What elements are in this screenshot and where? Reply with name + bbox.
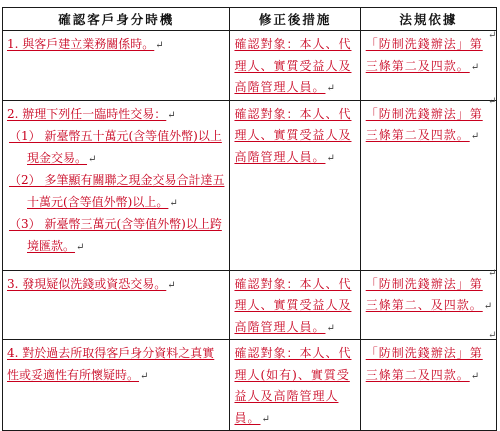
paragraph-mark-icon: ↵ bbox=[326, 152, 336, 164]
paragraph-mark-icon: ↵ bbox=[261, 413, 271, 425]
timing-text: 4. 對於過去所取得客戶身分資料之真實性或妥適性有所懷疑時。 bbox=[7, 346, 215, 382]
cell-end-marker-icon: ↵ bbox=[488, 268, 497, 279]
measure-text: 確認對象：本人、代理人(如有)、實質受益人及高階管理人員。 bbox=[234, 346, 352, 425]
cell-measure bbox=[230, 340, 360, 431]
paragraph-mark-icon: ↵ bbox=[167, 279, 176, 291]
kyc-timing-table bbox=[2, 7, 497, 431]
header-law: 法規依據 bbox=[360, 8, 496, 31]
cell-timing bbox=[3, 31, 230, 101]
table-row bbox=[3, 340, 497, 431]
timing-text: 1. 與客戶建立業務關係時。 bbox=[7, 37, 155, 51]
paragraph-mark-icon: ↵ bbox=[167, 109, 176, 121]
header-measure: 修正後措施 bbox=[230, 8, 360, 31]
timing-subitem: （2） 多筆顯有關聯之現金交易合計達五十萬元(含等值外幣)以上。 bbox=[9, 173, 225, 209]
measure-text: 確認對象：本人、代理人、實質受益人及高階管理人員。 bbox=[234, 37, 352, 94]
cell-measure bbox=[230, 100, 360, 270]
cell-end-marker-icon: ↵ bbox=[488, 330, 497, 341]
cell-timing bbox=[3, 340, 230, 431]
paragraph-mark-icon: ↵ bbox=[470, 131, 481, 142]
paragraph-mark-icon: ↵ bbox=[76, 241, 85, 253]
paragraph-mark-icon: ↵ bbox=[483, 301, 494, 312]
table-row bbox=[3, 31, 497, 101]
law-text: 「防制洗錢辦法」第三條第二及四款。 bbox=[365, 346, 483, 382]
paragraph-mark-icon: ↵ bbox=[88, 153, 97, 165]
cell-law bbox=[360, 270, 496, 340]
paragraph-mark-icon: ↵ bbox=[169, 197, 178, 209]
timing-subitem: （1） 新臺幣五十萬元(含等值外幣)以上現金交易。 bbox=[9, 129, 222, 165]
cell-end-marker-icon: ↵ bbox=[488, 30, 497, 41]
cell-end-marker-icon: ↵ bbox=[488, 96, 497, 107]
cell-law bbox=[360, 31, 496, 101]
paragraph-mark-icon: ↵ bbox=[155, 40, 164, 51]
measure-text: 確認對象：本人、代理人、實質受益人及高階管理人員。 bbox=[234, 276, 352, 334]
paragraph-mark-icon: ↵ bbox=[326, 322, 336, 334]
timing-text: 3. 發現疑似洗錢或資恐交易。 bbox=[7, 276, 167, 291]
law-text: 「防制洗錢辦法」第三條第二及四款。 bbox=[365, 37, 483, 73]
timing-text: 2. 辦理下列任一臨時性交易： bbox=[7, 106, 167, 121]
paragraph-mark-icon: ↵ bbox=[470, 61, 481, 73]
paragraph-mark-icon: ↵ bbox=[326, 83, 336, 94]
table-row bbox=[3, 100, 497, 270]
paragraph-mark-icon: ↵ bbox=[470, 370, 481, 382]
cell-timing bbox=[3, 270, 230, 340]
law-text: 「防制洗錢辦法」第三條第二及四款。 bbox=[365, 106, 483, 142]
cell-law bbox=[360, 340, 496, 431]
cell-measure bbox=[230, 31, 360, 101]
table-row bbox=[3, 270, 497, 340]
header-timing: 確認客戶身分時機 bbox=[3, 8, 230, 31]
table-header-row bbox=[3, 8, 497, 31]
timing-subitem: （3） 新臺幣三萬元(含等值外幣)以上跨境匯款。 bbox=[9, 217, 222, 253]
cell-timing bbox=[3, 100, 230, 270]
measure-text: 確認對象：本人、代理人、實質受益人及高階管理人員。 bbox=[234, 106, 352, 164]
paragraph-mark-icon: ↵ bbox=[140, 370, 149, 382]
cell-measure bbox=[230, 270, 360, 340]
law-text: 「防制洗錢辦法」第三條第二、及四款。 bbox=[365, 276, 483, 312]
cell-law bbox=[360, 100, 496, 270]
